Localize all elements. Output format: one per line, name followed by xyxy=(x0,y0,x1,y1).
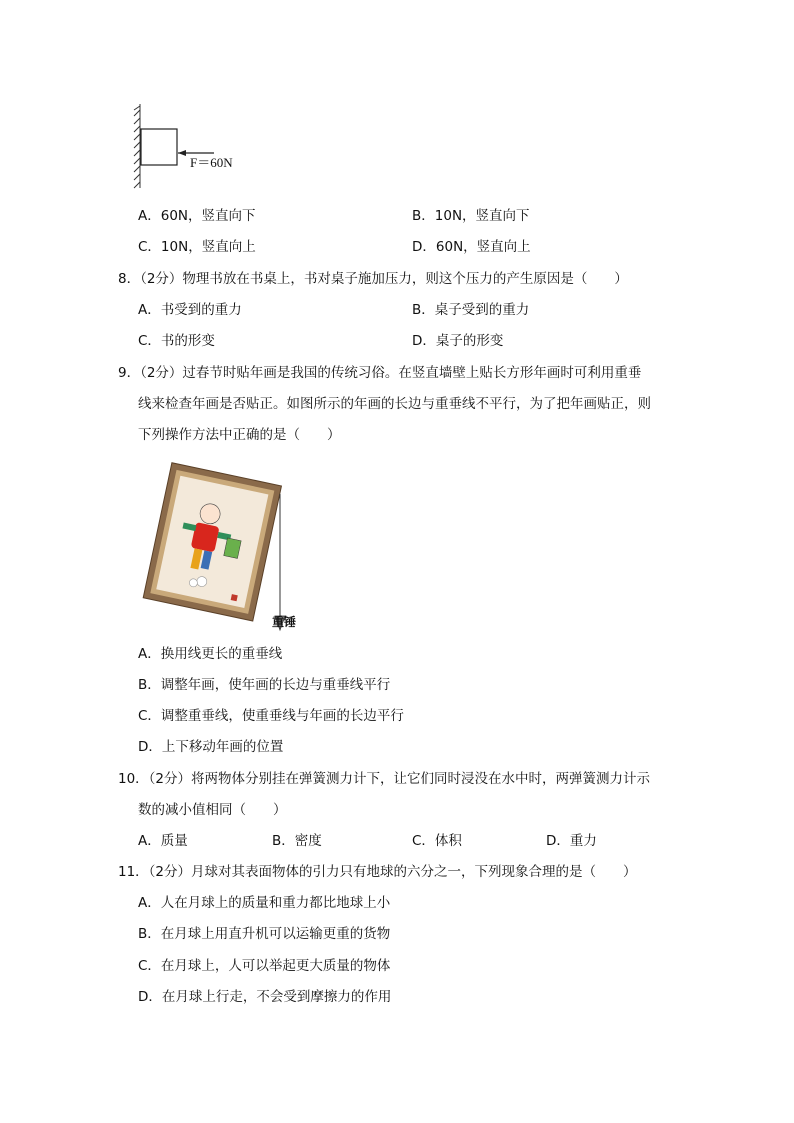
q7-option-d: D．60N，竖直向上 xyxy=(412,239,531,255)
new-year-picture-figure xyxy=(138,458,308,633)
q10-option-c: C．体积 xyxy=(412,833,462,849)
q11-option-c: C．在月球上，人可以举起更大质量的物体 xyxy=(138,958,391,974)
q9-stem-line2: 线来检查年画是否贴正。如图所示的年画的长边与重垂线不平行，为了把年画贴正，则 xyxy=(138,396,651,412)
q8-option-d: D．桌子的形变 xyxy=(412,333,504,349)
force-arrow-head xyxy=(178,150,186,156)
q11-option-a: A．人在月球上的质量和重力都比地球上小 xyxy=(138,895,391,911)
q7-option-c: C．10N，竖直向上 xyxy=(138,239,256,255)
q11-stem: 11．（2分）月球对其表面物体的引力只有地球的六分之一，下列现象合理的是（ ） xyxy=(118,864,637,880)
q10-stem-line2: 数的减小值相同（ ） xyxy=(138,802,287,818)
q11-option-b: B．在月球上用直升机可以运输更重的货物 xyxy=(138,926,391,942)
q9-option-b: B．调整年画，使年画的长边与重垂线平行 xyxy=(138,677,391,693)
q7-option-b: B．10N，竖直向下 xyxy=(412,208,530,224)
q9-option-a: A．换用线更长的重垂线 xyxy=(138,646,283,662)
q9-option-d: D．上下移动年画的位置 xyxy=(138,739,284,755)
q10-option-d: D．重力 xyxy=(546,833,597,849)
q7-option-a: A．60N，竖直向下 xyxy=(138,208,256,224)
picture-frame xyxy=(143,463,281,621)
q8-option-b: B．桌子受到的重力 xyxy=(412,302,530,318)
force-label: F＝60N xyxy=(190,155,233,170)
q8-stem: 8．（2分）物理书放在书桌上，书对桌子施加压力，则这个压力的产生原因是（ ） xyxy=(118,271,628,287)
wall-hatching xyxy=(134,104,140,188)
q9-option-c: C．调整重垂线，使重垂线与年画的长边平行 xyxy=(138,708,404,724)
wall-block-figure xyxy=(130,100,280,192)
q8-option-a: A．书受到的重力 xyxy=(138,302,242,318)
q10-option-a: A．质量 xyxy=(138,833,188,849)
q10-option-b: B．密度 xyxy=(272,833,322,849)
q9-stem-line3: 下列操作方法中正确的是（ ） xyxy=(138,427,341,443)
q8-option-c: C．书的形变 xyxy=(138,333,215,349)
q10-stem-line1: 10．（2分）将两物体分别挂在弹簧测力计下，让它们同时浸没在水中时，两弹簧测力计示 xyxy=(118,771,651,787)
q9-stem-line1: 9．（2分）过春节时贴年画是我国的传统习俗。在竖直墙壁上贴长方形年画时可利用重垂 xyxy=(118,365,642,381)
plumb-bob-label: 重锤 xyxy=(272,615,297,629)
block xyxy=(141,129,177,165)
q11-option-d: D．在月球上行走，不会受到摩擦力的作用 xyxy=(138,989,392,1005)
